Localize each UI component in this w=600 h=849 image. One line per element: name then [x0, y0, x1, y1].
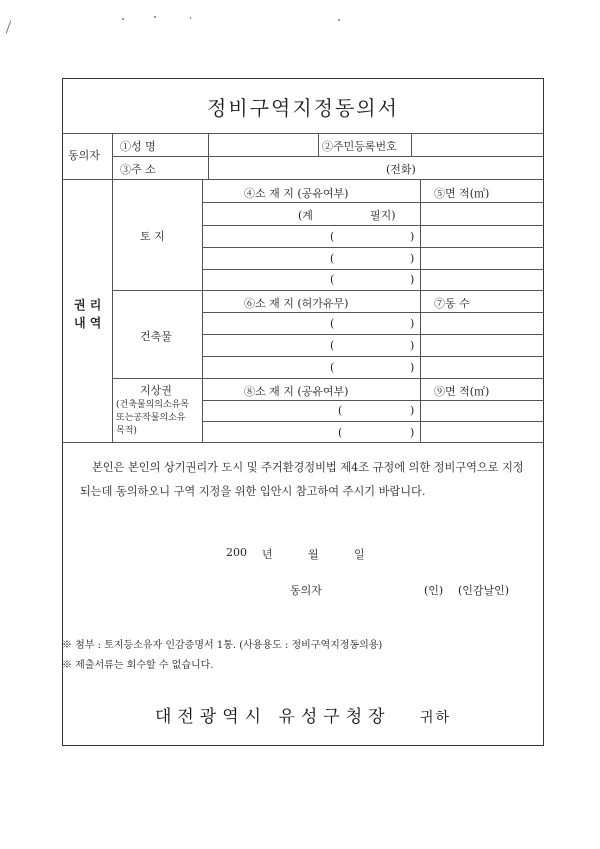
land-area-header: ⑤면 적(㎡) — [434, 187, 490, 200]
row-line — [202, 334, 544, 335]
rights-section-label-line2: 내 역 — [74, 316, 102, 330]
table-top-line — [62, 133, 544, 134]
superficies-label: 지상권 — [140, 384, 172, 397]
superficies-note-line2: 또는공작물의소유 — [116, 413, 186, 423]
rights-section-label: 권 리 — [74, 298, 102, 312]
land-total-right: 필지) — [370, 209, 396, 222]
scan-speck — [154, 16, 156, 18]
superficies-location-header: ⑧소 재 지 (공유여부) — [244, 385, 349, 398]
paren-close: ) — [410, 273, 415, 286]
row-line — [112, 290, 544, 291]
address-label: ③주 소 — [120, 163, 156, 176]
building-label: 건축물 — [140, 330, 172, 343]
row-line — [202, 312, 544, 313]
land-label: 토 지 — [140, 230, 165, 243]
row-line — [202, 421, 544, 422]
row-line — [202, 356, 544, 357]
paren-close: ) — [410, 317, 415, 330]
consent-statement: 본인은 본인의 상기권리가 도시 및 주거환경정비법 제4조 규정에 의한 정비구역으로 지정되는데 동의하오니 구역 지정을 위한 입안시 참고하여 주시기 바랍니다. — [80, 461, 524, 498]
paren-open: ( — [330, 273, 335, 286]
paren-open: ( — [338, 404, 343, 417]
id-number-field[interactable] — [413, 136, 541, 154]
addressee-line — [62, 702, 544, 727]
row-line — [112, 378, 544, 379]
col-line — [411, 133, 412, 156]
paren-open: ( — [330, 361, 335, 374]
address-field[interactable] — [210, 159, 370, 177]
row-line — [202, 225, 544, 226]
land-total-left: (계 — [298, 209, 313, 222]
name-field[interactable] — [210, 136, 316, 154]
superficies-area-header: ⑨면 적(㎡) — [434, 385, 490, 398]
addressee: 대전광역시 유성구청장 — [154, 707, 391, 727]
paren-close: ) — [410, 339, 415, 352]
col-line — [112, 133, 113, 442]
paren-close: ) — [410, 361, 415, 374]
row-line — [202, 269, 544, 270]
building-count-header: ⑦동 수 — [434, 297, 470, 310]
paren-close: ) — [410, 426, 415, 439]
paren-open: ( — [330, 317, 335, 330]
scan-speck — [190, 17, 191, 19]
note-non-returnable: ※ 제출서류는 회수할 수 없습니다. — [62, 660, 214, 671]
phone-label: (전화) — [386, 163, 416, 176]
paren-open: ( — [330, 230, 335, 243]
document-title: 정비구역지정동의서 — [207, 96, 399, 120]
col-line — [420, 179, 421, 442]
row-line — [112, 156, 544, 157]
date-month-unit: 월 — [308, 548, 319, 561]
col-line — [318, 133, 319, 156]
scan-speck — [338, 19, 340, 21]
paren-open: ( — [338, 426, 343, 439]
signature-seal-note: (인감날인) — [458, 584, 510, 597]
col-line — [202, 179, 203, 442]
date-day-unit: 일 — [354, 548, 365, 561]
signature-label: 동의자 — [290, 584, 322, 597]
row-line — [202, 202, 544, 203]
col-line — [208, 133, 209, 179]
table-bottom-line — [62, 442, 544, 443]
row-line — [62, 179, 544, 180]
paren-close: ) — [410, 252, 415, 265]
scan-speck — [6, 20, 12, 33]
land-location-header: ④소 재 지 (공유여부) — [244, 187, 349, 200]
consenter-section-label: 동의자 — [68, 149, 100, 162]
date-year: 200 — [226, 546, 247, 559]
paren-open: ( — [330, 339, 335, 352]
superficies-note-line3: 목적) — [116, 426, 137, 436]
note-attachment: ※ 첨부 : 토지등소유자 인감증명서 1통. (사용용도 : 정비구역지정동의용) — [62, 640, 383, 651]
paren-close: ) — [410, 230, 415, 243]
row-line — [202, 400, 544, 401]
paren-open: ( — [330, 252, 335, 265]
building-location-header: ⑥소 재 지 (허가유무) — [244, 297, 349, 310]
date-year-unit: 년 — [262, 548, 273, 561]
addressee-suffix: 귀하 — [419, 710, 452, 726]
row-line — [202, 247, 544, 248]
scan-speck — [122, 18, 124, 20]
signature-seal: (인) — [424, 584, 444, 597]
superficies-note-line1: (건축물의의소유목 — [116, 400, 190, 410]
paren-close: ) — [410, 404, 415, 417]
name-label: ①성 명 — [120, 140, 156, 153]
id-number-label: ②주민등록번호 — [322, 140, 397, 153]
